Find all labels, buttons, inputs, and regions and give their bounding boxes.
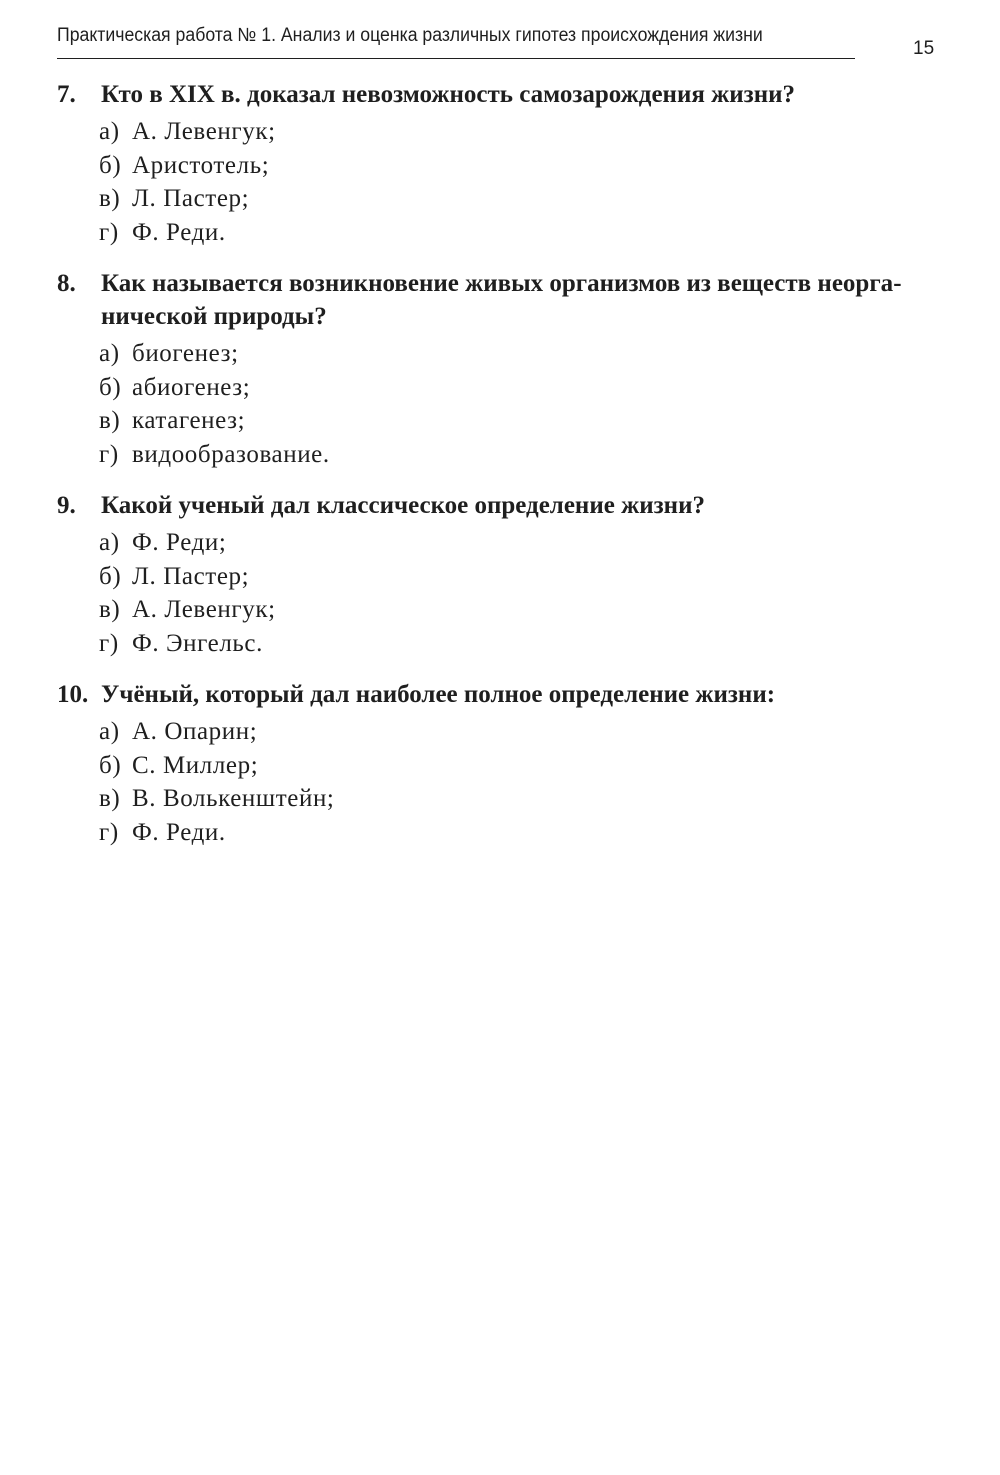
question-number: 7. [57,81,76,108]
option-letter: г) [99,440,119,468]
option-letter: г) [99,629,119,657]
question-number: 8. [57,270,76,297]
answer-option [99,627,937,661]
option-text: А. Левенгук; [132,596,276,623]
question-text: Учёный, который дал наиболее полное определение жизни: [101,681,776,708]
option-letter: б) [99,373,122,401]
option-letter: в) [99,596,121,623]
answer-option [99,182,937,216]
answer-option [99,337,937,371]
option-text: А. Левенгук; [132,118,276,145]
answer-option [99,782,937,816]
answer-option [99,593,937,627]
answer-option [99,749,937,783]
answer-option [99,149,937,183]
running-title: Практическая работа № 1. Анализ и оценка различных гипотез происхождения жизни [57,25,763,46]
option-letter: г) [99,818,119,846]
question-list [57,78,937,867]
option-letter: а) [99,529,120,556]
answer-option [99,216,937,250]
option-text: Л. Пастер; [132,185,250,212]
option-letter: б) [99,151,122,179]
question-7 [57,78,937,249]
option-letter: в) [99,407,121,434]
question-heading [57,678,937,711]
option-letter: г) [99,218,119,246]
option-text: В. Волькенштейн; [132,785,335,812]
answer-option [99,115,937,149]
question-text: Как называется возникновение живых организмов из веществ неорганической природы? [101,270,902,330]
option-text: Аристотель; [132,151,270,179]
answer-option [99,404,937,438]
option-text: Ф. Реди; [132,529,227,556]
question-heading [57,267,937,333]
answer-options [99,115,937,249]
option-text: биогенез; [132,340,239,367]
question-9 [57,489,937,660]
answer-option [99,438,937,472]
page-number: 15 [913,38,935,59]
question-8 [57,267,937,471]
option-letter: в) [99,185,121,212]
running-header [57,22,855,59]
answer-option [99,816,937,850]
answer-options [99,337,937,471]
answer-option [99,526,937,560]
question-number: 9. [57,492,76,519]
option-text: катагенез; [132,407,246,434]
question-10 [57,678,937,849]
question-number: 10. [57,681,89,708]
answer-option [99,371,937,405]
option-letter: б) [99,562,122,590]
answer-options [99,526,937,660]
option-text: Ф. Энгельс. [132,629,263,657]
option-text: С. Миллер; [132,751,259,779]
answer-option [99,715,937,749]
option-text: видообразование. [132,440,330,468]
option-letter: а) [99,118,120,145]
option-letter: а) [99,718,120,745]
option-text: Л. Пастер; [132,562,250,590]
question-heading [57,78,937,111]
option-text: абиогенез; [132,373,251,401]
option-text: А. Опарин; [132,718,258,745]
option-text: Ф. Реди. [132,218,226,246]
question-text: Кто в XIX в. доказал невозможность самозарождения жизни? [101,81,796,108]
option-text: Ф. Реди. [132,818,226,846]
option-letter: в) [99,785,121,812]
question-text: Какой ученый дал классическое определение жизни? [101,492,705,519]
question-heading [57,489,937,522]
answer-option [99,560,937,594]
option-letter: б) [99,751,122,779]
option-letter: а) [99,340,120,367]
answer-options [99,715,937,849]
